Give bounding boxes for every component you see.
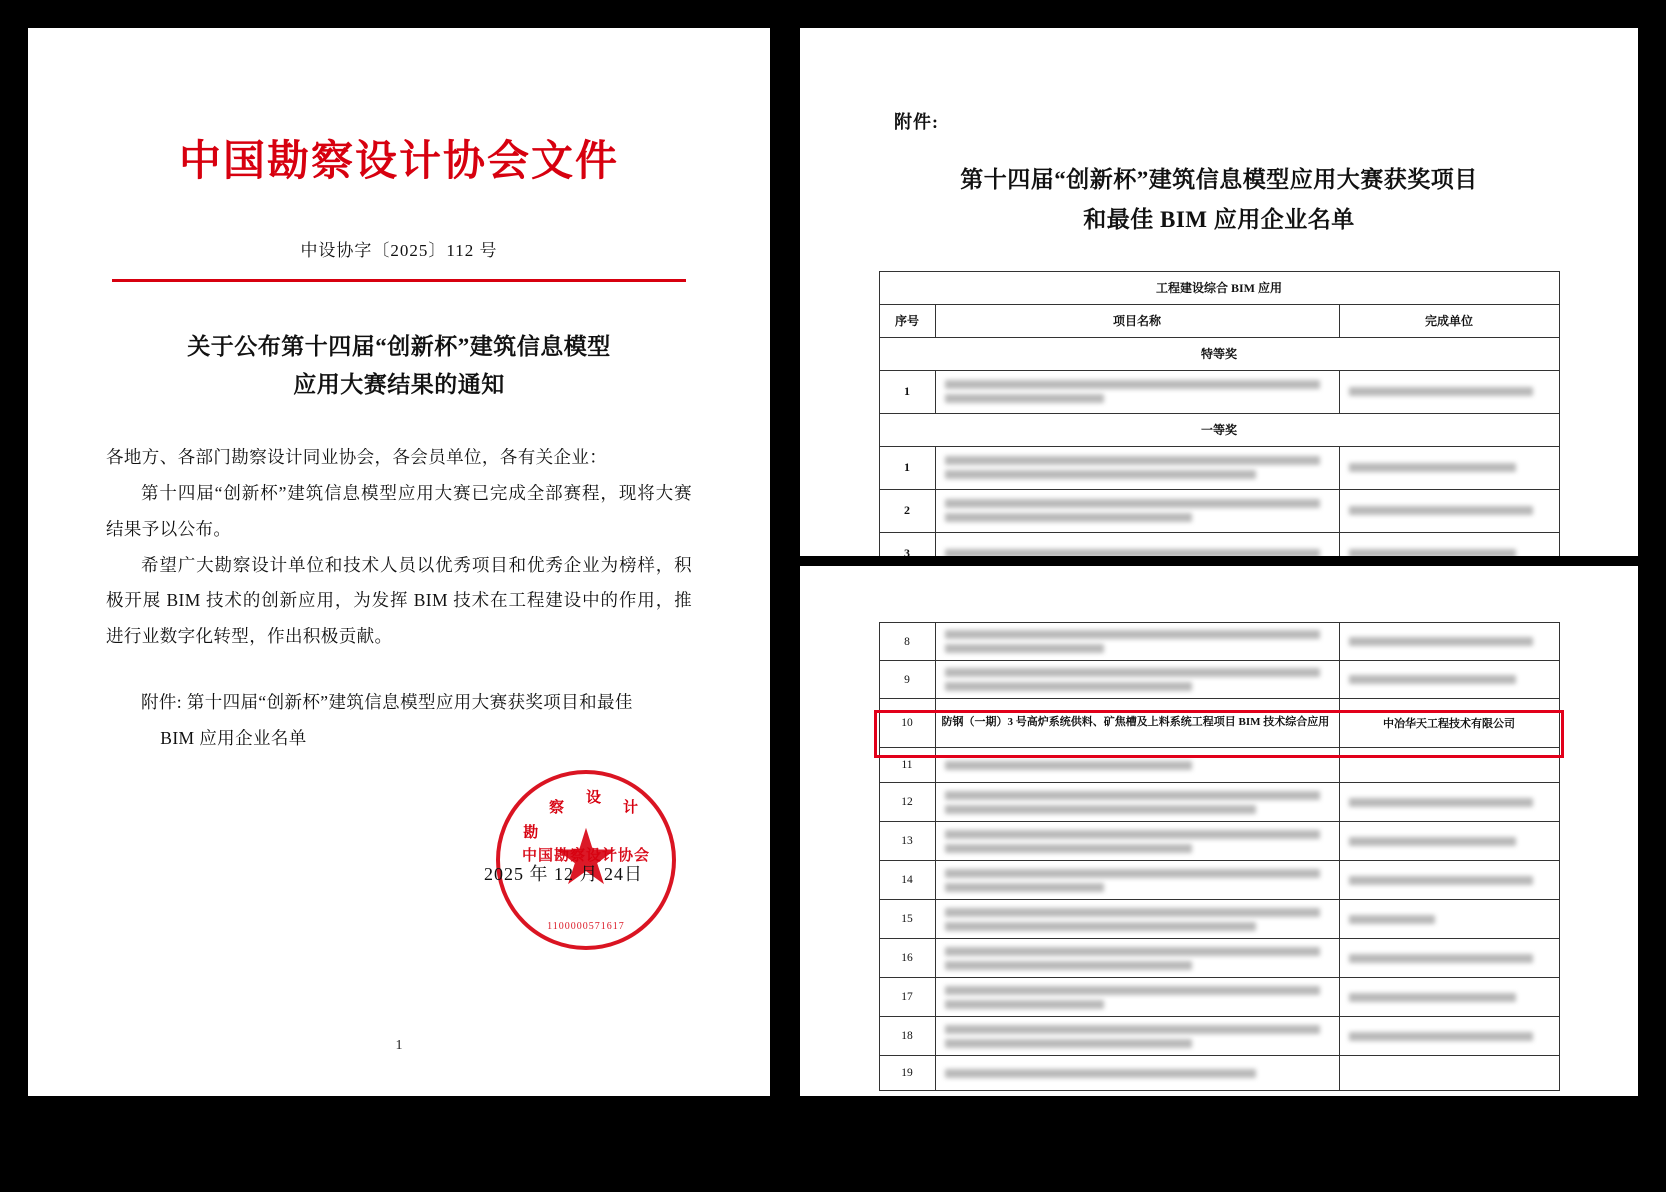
row-unit-redacted [1339, 1056, 1559, 1091]
row-unit-redacted [1339, 900, 1559, 939]
row-project-redacted [935, 861, 1339, 900]
row-unit-redacted [1339, 661, 1559, 699]
table-row [879, 978, 1559, 1017]
attachment-title-line-2: 和最佳 BIM 应用企业名单 [1083, 207, 1355, 233]
award-table-bottom [879, 622, 1560, 1091]
row-unit-redacted [1339, 1017, 1559, 1056]
attachment-reference [28, 655, 770, 757]
row-no: 8 [879, 623, 935, 661]
table-header-row [879, 304, 1559, 337]
row-no: 16 [879, 939, 935, 978]
row-no: 13 [879, 822, 935, 861]
row-project: 防钢（一期）3 号高炉系统供料、矿焦槽及上料系统工程项目 BIM 技术综合应用 [935, 699, 1339, 748]
row-unit-redacted [1339, 939, 1559, 978]
row-no: 2 [879, 489, 935, 532]
row-no: 10 [879, 699, 935, 748]
row-unit: 中冶华天工程技术有限公司 [1339, 699, 1559, 748]
document-number: 中设协字〔2025〕112 号 [300, 241, 498, 260]
table-row [879, 1056, 1559, 1091]
attachment-label: 附件: [894, 112, 939, 132]
page-title: 中国勘察设计协会文件 [178, 139, 619, 185]
table-caption: 工程建设综合 BIM 应用 [879, 271, 1559, 304]
row-project-redacted [935, 661, 1339, 699]
award-band-row [879, 413, 1559, 446]
subject-line-1: 关于公布第十四届“创新杯”建筑信息模型 [187, 334, 611, 359]
row-unit-redacted [1339, 783, 1559, 822]
subject-line-2: 应用大赛结果的通知 [293, 371, 505, 397]
row-unit-redacted [1339, 446, 1559, 489]
row-no: 18 [879, 1017, 935, 1056]
row-project-redacted [935, 623, 1339, 661]
attachment-title-line-1: 第十四届“创新杯”建筑信息模型应用大赛获奖项目 [960, 167, 1478, 192]
row-no: 17 [879, 978, 935, 1017]
row-no: 1 [879, 370, 935, 413]
award-table-top [879, 271, 1560, 557]
award-band-first: 一等奖 [879, 413, 1559, 446]
row-no: 1 [879, 446, 935, 489]
document-body [28, 404, 770, 655]
row-unit-redacted [1339, 532, 1559, 556]
seal-arc-char-3: 设 [586, 790, 602, 806]
table-row [879, 489, 1559, 532]
table-row [879, 783, 1559, 822]
row-unit-redacted [1339, 861, 1559, 900]
table-row [879, 532, 1559, 556]
table-row [879, 748, 1559, 783]
table-row [879, 939, 1559, 978]
body-paragraph-2: 希望广大勘察设计单位和技术人员以优秀项目和优秀企业为榜样，积极开展 BIM 技术的创新应用，为发挥 BIM 技术在工程建设中的作用，推进行业数字化转型，作出积极贡献。 [106, 554, 692, 647]
seal-arc-char-4: 计 [623, 799, 639, 816]
row-project-redacted [935, 748, 1339, 783]
row-project-redacted [935, 446, 1339, 489]
table-row [879, 900, 1559, 939]
row-project-redacted [935, 978, 1339, 1017]
row-project-redacted [935, 1017, 1339, 1056]
row-unit-redacted [1339, 748, 1559, 783]
document-subject [28, 282, 770, 404]
attachment-line-2: BIM 应用企业名单 [160, 728, 307, 748]
seal-center-text: 中国勘察设计协会 [521, 848, 650, 864]
row-no: 12 [879, 783, 935, 822]
table-row-highlighted [879, 699, 1559, 748]
salutation: 各地方、各部门勘察设计同业协会，各会员单位，各有关企业： [106, 446, 608, 467]
row-unit-redacted [1339, 978, 1559, 1017]
seal-arc-char-1: 勘 [523, 824, 539, 841]
table-row [879, 822, 1559, 861]
award-band-special: 特等奖 [879, 337, 1559, 370]
seal-code-text: 1100000571617 [547, 921, 625, 932]
table-row [879, 1017, 1559, 1056]
row-project-redacted [935, 532, 1339, 556]
page-number: 1 [395, 1038, 403, 1053]
row-no: 3 [879, 532, 935, 556]
attachment-title [800, 134, 1638, 241]
row-project-redacted [935, 489, 1339, 532]
seal-arc-char-2: 察 [549, 799, 565, 816]
table-row [879, 623, 1559, 661]
row-no: 19 [879, 1056, 935, 1091]
row-project-redacted [935, 370, 1339, 413]
row-unit-redacted [1339, 489, 1559, 532]
row-unit-redacted [1339, 822, 1559, 861]
attachment-page-top [800, 28, 1638, 556]
row-no: 14 [879, 861, 935, 900]
notice-document-page [28, 28, 770, 1096]
row-no: 15 [879, 900, 935, 939]
row-no: 11 [879, 748, 935, 783]
row-project-redacted [935, 1056, 1339, 1091]
header-no: 序号 [879, 304, 935, 337]
row-project-redacted [935, 822, 1339, 861]
attachment-page-bottom [800, 566, 1638, 1096]
row-project-redacted [935, 939, 1339, 978]
table-row [879, 661, 1559, 699]
header-project: 项目名称 [935, 304, 1339, 337]
issue-date: 2025 年 12 月 24日 [484, 864, 643, 884]
body-paragraph-1: 第十四届“创新杯”建筑信息模型应用大赛已完成全部赛程，现将大赛结果予以公布。 [106, 482, 692, 539]
attachment-line-1: 附件: 第十四届“创新杯”建筑信息模型应用大赛获奖项目和最佳 [141, 692, 633, 713]
row-project-redacted [935, 783, 1339, 822]
award-band-row [879, 337, 1559, 370]
row-no: 9 [879, 661, 935, 699]
table-row [879, 446, 1559, 489]
row-unit-redacted [1339, 623, 1559, 661]
table-caption-row [879, 271, 1559, 304]
row-unit-redacted [1339, 370, 1559, 413]
header-unit: 完成单位 [1339, 304, 1559, 337]
table-row [879, 370, 1559, 413]
table-row [879, 861, 1559, 900]
row-project-redacted [935, 900, 1339, 939]
